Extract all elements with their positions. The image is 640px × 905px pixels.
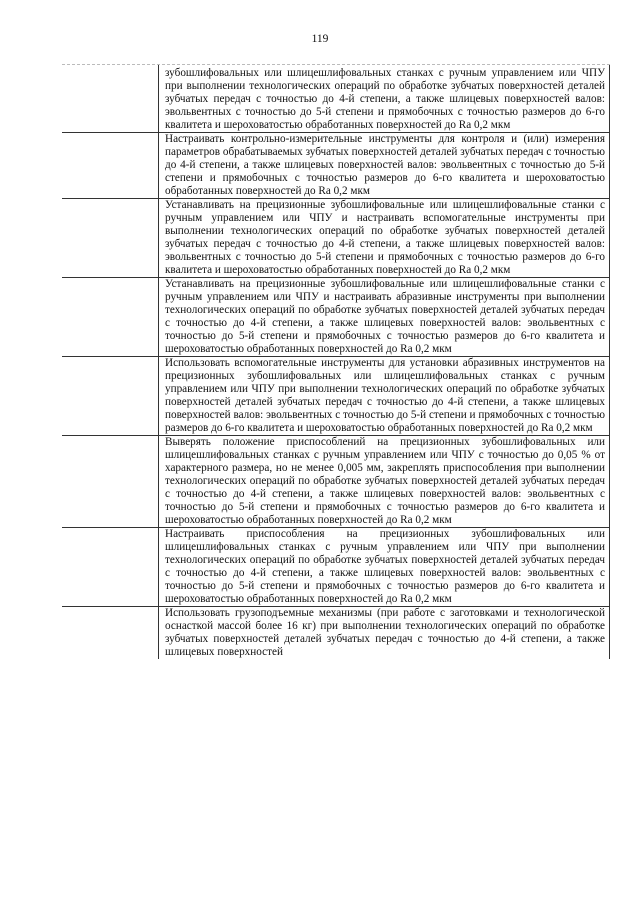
table-left-cell: [62, 436, 159, 527]
table-row: [62, 607, 610, 659]
table-cell: Настраивать контрольно-измерительные инструменты для контроля и (или) измерения параметров обрабатываемых зубчатых поверхностей деталей зубчатых передач с точностью до 4-й степени, а также шлицевых поверхностей валов: эвольвентных с точностью до 5-й степени и прямобочных с точностью размеров до 6-го квалитета и шероховатостью обработанных поверхностей до Ra 0,2 мкм: [159, 133, 610, 198]
table-row: [62, 528, 610, 607]
table-cell: Использовать вспомогательные инструменты для установки абразивных инструментов на прецизионных зубошлифовальных или шлицешлифовальных станках с ручным управлением или ЧПУ при выполнении технологических операций по обработке зубчатых поверхностей деталей зубчатых передач с точностью до 4-й степени, а также шлицевых поверхностей валов: эвольвентных с точностью до 5-й степени и прямобочных с точностью размеров до 6-го квалитета и шероховатостью обработанных поверхностей до Ra 0,2 мкм: [159, 357, 610, 435]
table-left-cell: [62, 607, 159, 659]
table-left-cell: [62, 65, 159, 132]
table-left-cell: [62, 528, 159, 606]
table-row: [62, 357, 610, 436]
table-cell: Настраивать приспособления на прецизионных зубошлифовальных или шлицешлифовальных станках с ручным управлением или ЧПУ при выполнении технологических операций по обработке зубчатых поверхностей деталей зубчатых передач с точностью до 4-й степени, а также шлицевых поверхностей валов: эвольвентных с точностью до 5-й степени и прямобочных с точностью размеров до 6-го квалитета и шероховатостью обработанных поверхностей до Ra 0,2 мкм: [159, 528, 610, 606]
skills-table: [62, 64, 610, 659]
table-left-cell: [62, 133, 159, 198]
table-left-cell: [62, 357, 159, 435]
table-row: [62, 64, 610, 133]
table-row: [62, 133, 610, 199]
table-cell: зубошлифовальных или шлицешлифовальных станках с ручным управлением или ЧПУ при выполнении технологических операций по обработке зубчатых поверхностей деталей зубчатых передач с точностью до 4-й степени, а также шлицевых поверхностей валов: эвольвентных с точностью до 5-й степени и прямобочных с точностью размеров до 6-го квалитета и шероховатостью обработанных поверхностей до Ra 0,2 мкм: [159, 65, 610, 132]
table-cell: Устанавливать на прецизионные зубошлифовальные или шлицешлифовальные станки с ручным управлением или ЧПУ и настраивать вспомогательные инструменты при выполнении технологических операций по обработке зубчатых поверхностей деталей зубчатых передач с точностью до 4-й степени, а также шлицевых поверхностей валов: эвольвентных с точностью до 5-й степени и прямобочных с точностью размеров до 6-го квалитета и шероховатостью обработанных поверхностей до Ra 0,2 мкм: [159, 199, 610, 277]
page-number: 119: [311, 33, 329, 45]
table-row: [62, 278, 610, 357]
table-cell: Устанавливать на прецизионные зубошлифовальные или шлицешлифовальные станки с ручным управлением или ЧПУ и настраивать абразивные инструменты при выполнении технологических операций по обработке зубчатых поверхностей деталей зубчатых передач с точностью до 4-й степени, а также шлицевых поверхностей валов: эвольвентных с точностью до 5-й степени и прямобочных с точностью размеров до 6-го квалитета и шероховатостью обработанных поверхностей до Ra 0,2 мкм: [159, 278, 610, 356]
table-left-cell: [62, 278, 159, 356]
table-cell: Использовать грузоподъемные механизмы (при работе с заготовками и технологической оснасткой массой более 16 кг) при выполнении технологических операций по обработке зубчатых поверхностей деталей зубчатых передач с точностью до 4-й степени, а также шлицевых поверхностей: [159, 607, 610, 659]
table-row: [62, 436, 610, 528]
table-left-cell: [62, 199, 159, 277]
table-row: [62, 199, 610, 278]
table-cell: Выверять положение приспособлений на прецизионных зубошлифовальных или шлицешлифовальных станках с ручным управлением или ЧПУ с точностью до 0,05 % от характерного размера, но не менее 0,005 мм, закреплять приспособления при выполнении технологических операций по обработке зубчатых поверхностей деталей зубчатых передач с точностью до 4-й степени, а также шлицевых поверхностей валов: эвольвентных с точностью до 5-й степени и прямобочных с точностью размеров до 6-го квалитета и шероховатостью обработанных поверхностей до Ra 0,2 мкм: [159, 436, 610, 527]
